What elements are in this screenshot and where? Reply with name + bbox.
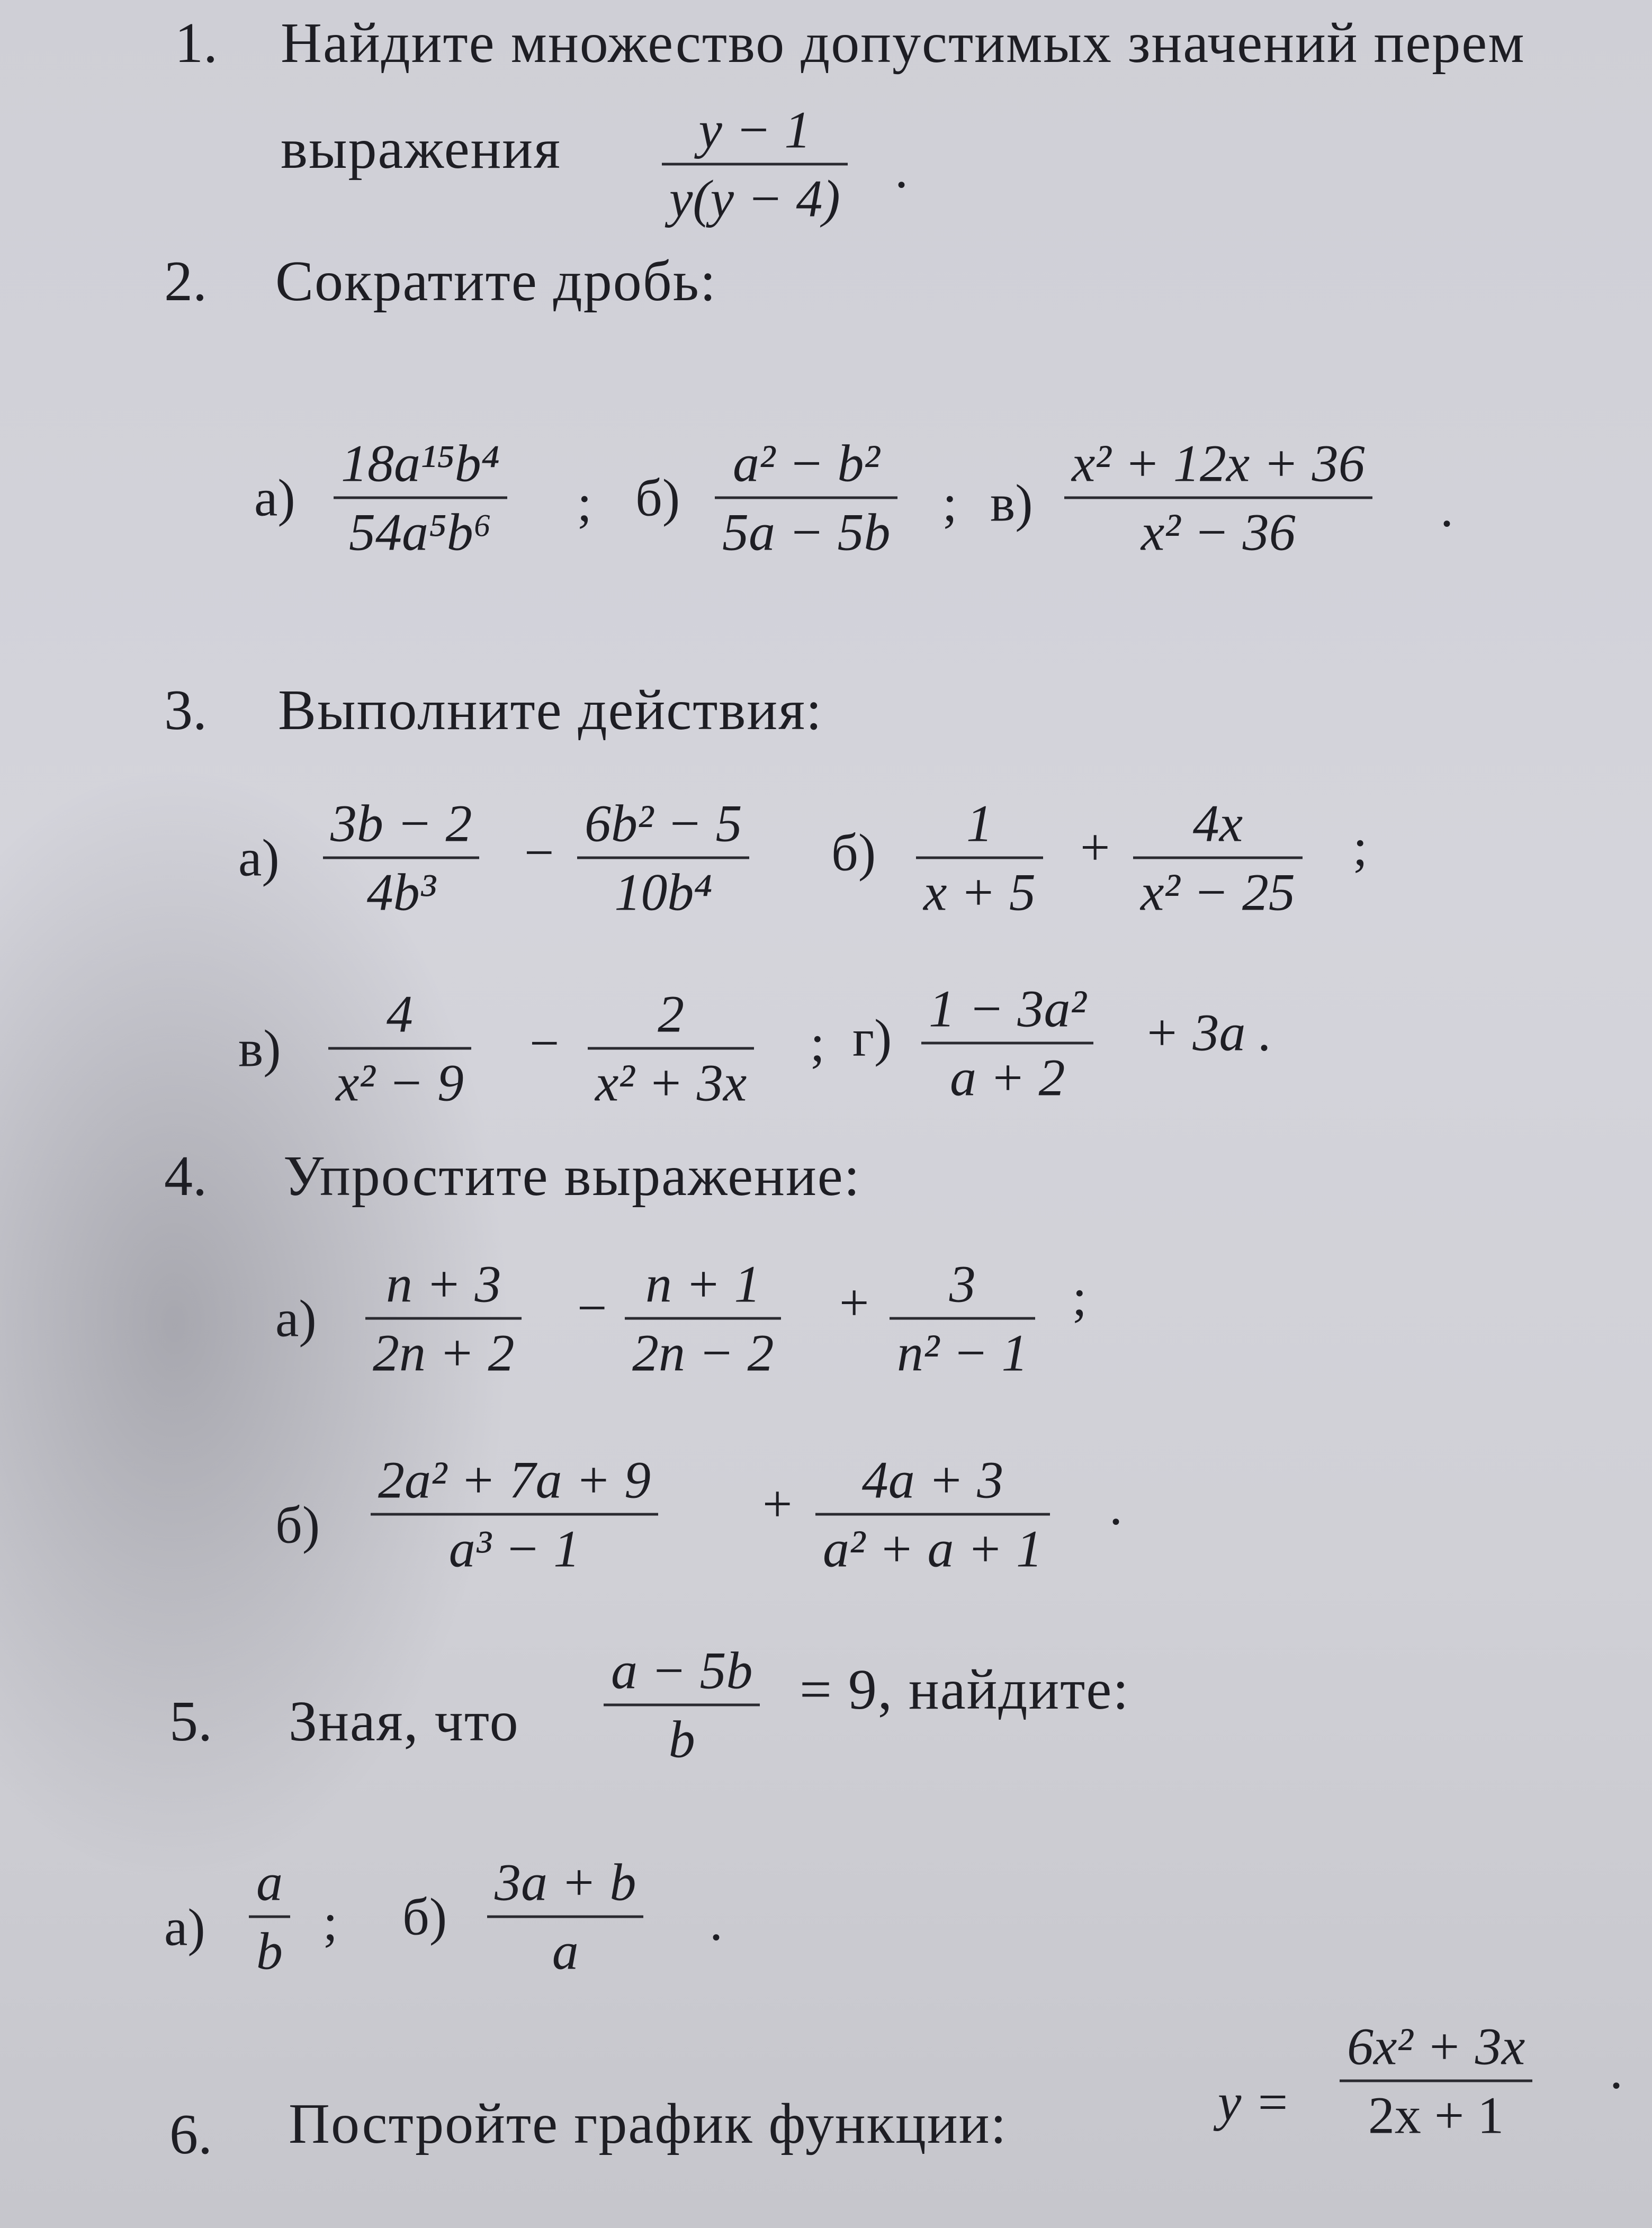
fraction-bar <box>1064 497 1372 499</box>
denominator: b <box>668 1710 695 1769</box>
fraction-bar <box>487 1916 643 1918</box>
item-label-v: в) <box>990 473 1033 533</box>
fraction-bar <box>815 1513 1050 1516</box>
numerator: n + 1 <box>645 1254 761 1314</box>
denominator: 2n + 2 <box>373 1323 515 1382</box>
task-heading: Постройте график функции: <box>289 2092 1008 2155</box>
denominator: a <box>552 1921 579 1981</box>
period: . <box>1109 1477 1123 1536</box>
item-label-b: б) <box>275 1495 320 1555</box>
fraction-bar <box>921 1042 1093 1045</box>
numerator: n + 3 <box>386 1254 501 1314</box>
fraction-bar <box>715 497 897 499</box>
numerator: x² + 12x + 36 <box>1072 434 1365 493</box>
fraction <box>921 981 1093 1106</box>
task-text: выражения <box>281 118 561 181</box>
denominator: a³ − 1 <box>448 1519 580 1578</box>
fraction-bar <box>588 1047 754 1050</box>
separator: ; <box>323 1892 338 1952</box>
denominator: 5a − 5b <box>722 502 891 562</box>
task-number: 1. <box>175 12 218 75</box>
denominator: a + 2 <box>949 1048 1065 1107</box>
denominator: x² − 36 <box>1141 502 1296 562</box>
period: . <box>710 1892 723 1952</box>
fraction <box>1133 796 1303 920</box>
numerator: a − 5b <box>611 1641 753 1700</box>
numerator: 4 <box>386 984 413 1044</box>
numerator: 1 − 3a² <box>929 979 1087 1038</box>
fraction-bar <box>604 1704 760 1706</box>
item-label-b: б) <box>831 823 876 882</box>
fraction-bar <box>323 857 479 859</box>
fraction <box>577 796 749 920</box>
item-label-a: а) <box>238 828 280 887</box>
item-label-v: в) <box>238 1019 281 1078</box>
minus: − <box>577 1278 607 1337</box>
task-number: 3. <box>164 679 207 742</box>
numerator: 6b² − 5 <box>585 794 742 853</box>
task-heading: Сократите дробь: <box>275 250 717 313</box>
fraction-bar <box>371 1513 658 1516</box>
fraction-bar <box>328 1047 471 1050</box>
numerator: y − 1 <box>698 100 811 159</box>
fraction <box>334 436 507 560</box>
numerator: a <box>256 1853 283 1912</box>
item-label-a: а) <box>275 1289 317 1348</box>
denominator: x² − 9 <box>336 1053 464 1112</box>
numerator: 6x² + 3x <box>1347 2017 1525 2076</box>
denominator: x² − 25 <box>1141 863 1295 922</box>
separator: ; <box>577 473 592 533</box>
fraction <box>323 796 479 920</box>
fraction <box>604 1643 760 1767</box>
task-heading: Найдите множество допустимых значений перем <box>281 12 1525 75</box>
denominator: y(y − 4) <box>669 169 840 228</box>
fraction <box>890 1256 1035 1381</box>
plus: + <box>762 1474 793 1533</box>
numerator: a² − b² <box>733 434 880 493</box>
fraction <box>1340 2019 1532 2143</box>
period: . <box>1610 2041 1623 2100</box>
plus: + <box>839 1273 869 1332</box>
denominator: b <box>256 1921 283 1981</box>
task-number: 2. <box>164 250 207 313</box>
task-number: 6. <box>169 2103 212 2166</box>
fraction <box>916 796 1043 920</box>
fraction <box>249 1855 290 1979</box>
fraction-bar <box>625 1317 781 1320</box>
fraction <box>1064 436 1372 560</box>
task-number: 5. <box>169 1690 212 1753</box>
item-label-g: г) <box>852 1008 892 1067</box>
fraction-bar <box>1133 857 1303 859</box>
item-label-b: б) <box>402 1887 447 1946</box>
denominator: n² − 1 <box>897 1323 1028 1382</box>
period: . <box>895 140 908 199</box>
denominator: 2n − 2 <box>632 1323 774 1382</box>
item-label-a: а) <box>164 1898 205 1957</box>
fraction <box>487 1855 643 1979</box>
fraction <box>365 1256 522 1381</box>
fraction <box>625 1256 781 1381</box>
fraction <box>328 986 471 1111</box>
denominator: x + 5 <box>923 863 1036 922</box>
separator: ; <box>942 473 957 533</box>
numerator: 4a + 3 <box>861 1450 1004 1510</box>
minus: − <box>529 1013 560 1073</box>
numerator: 4x <box>1192 794 1243 853</box>
separator: ; <box>1353 817 1368 877</box>
fraction-bar <box>365 1317 522 1320</box>
tail-expression: + 3a . <box>1144 1003 1272 1062</box>
task-text: Зная, что <box>289 1690 519 1753</box>
fraction-bar <box>662 163 848 166</box>
fraction <box>662 102 848 227</box>
fraction <box>815 1452 1050 1577</box>
fraction-bar <box>916 857 1043 859</box>
fraction-bar <box>249 1916 290 1918</box>
numerator: 3a + b <box>495 1853 636 1912</box>
period: . <box>1440 479 1453 538</box>
item-label-b: б) <box>635 468 680 527</box>
task-heading: Выполните действия: <box>278 679 823 742</box>
numerator: 3 <box>949 1254 976 1314</box>
task-number: 4. <box>164 1145 207 1208</box>
denominator: 54a⁵b⁶ <box>348 502 492 562</box>
y-equals: y = <box>1218 2072 1290 2132</box>
minus: − <box>524 823 554 882</box>
task-text: = 9, найдите: <box>800 1658 1130 1721</box>
fraction <box>588 986 754 1111</box>
numerator: 1 <box>966 794 993 853</box>
denominator: a² + a + 1 <box>823 1519 1043 1578</box>
fraction-bar <box>1340 2080 1532 2082</box>
numerator: 3b − 2 <box>330 794 472 853</box>
numerator: 2a² + 7a + 9 <box>378 1450 651 1510</box>
item-label-a: а) <box>254 468 295 527</box>
fraction <box>371 1452 658 1577</box>
denominator: x² + 3x <box>595 1053 747 1112</box>
denominator: 2x + 1 <box>1368 2086 1504 2145</box>
separator: ; <box>810 1013 825 1073</box>
fraction-bar <box>577 857 749 859</box>
denominator: 10b⁴ <box>614 863 713 922</box>
fraction-bar <box>890 1317 1035 1320</box>
task-heading: Упростите выражение: <box>283 1145 861 1208</box>
plus: + <box>1080 817 1110 877</box>
denominator: 4b³ <box>366 863 436 922</box>
separator: ; <box>1072 1268 1087 1327</box>
numerator: 2 <box>658 984 685 1044</box>
fraction <box>715 436 897 560</box>
fraction-bar <box>334 497 507 499</box>
numerator: 18a¹⁵b⁴ <box>341 434 500 493</box>
